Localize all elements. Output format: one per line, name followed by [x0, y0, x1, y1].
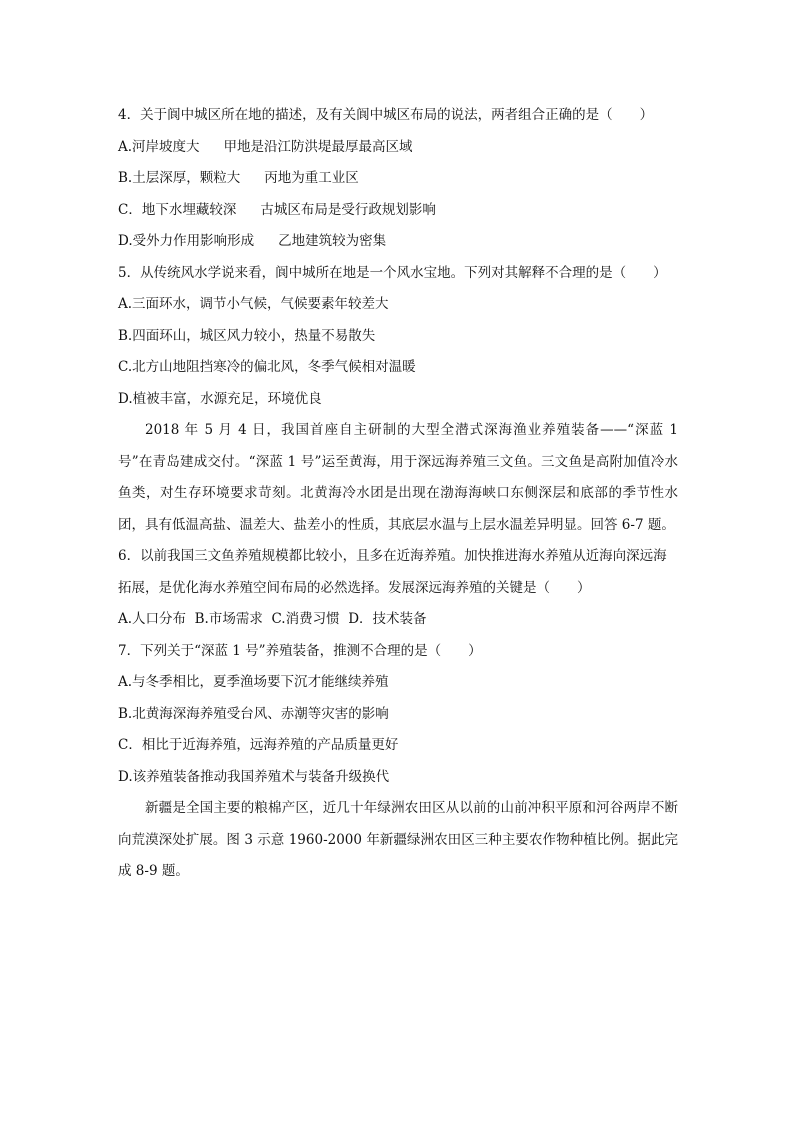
- question-4: [118, 100, 678, 258]
- question-5: [118, 258, 678, 416]
- question-4-option-b: [118, 163, 678, 195]
- question-7-stem: 7．下列关于“深蓝 1 号”养殖装备，推测不合理的是（ ）: [118, 642, 482, 659]
- passage-xinjiang: 新疆是全国主要的粮棉产区，近几十年绿洲农田区从以前的山前冲积平原和河谷两岸不断向荒漠深处扩展。图 3 示意 1960-2000 年新疆绿洲农田区三种主要农作物种植比例。据此完成 8-9 题。: [118, 800, 678, 879]
- question-6-options: [118, 604, 678, 636]
- option-d-part1: D.受外力作用影响形成: [118, 233, 255, 249]
- option-a-part2: 甲地是沿江防洪堤最厚最高区域: [223, 138, 413, 155]
- option-b-part1: B.土层深厚，颗粒大: [118, 170, 241, 186]
- question-5-option-a: A.三面环水，调节小气候，气候要素年较差大: [118, 296, 389, 312]
- question-7-option-b: B.北黄海深海养殖受台风、赤潮等灾害的影响: [118, 705, 389, 722]
- question-4-option-a: [118, 132, 678, 164]
- question-7-option-c: C．相比于近海养殖，远海养殖的产品质量更好: [118, 737, 399, 753]
- option-a-part1: A.河岸坡度大: [118, 138, 200, 155]
- question-4-stem: 4．关于阆中城区所在地的描述，及有关阆中城区布局的说法，两者组合正确的是（ ）: [118, 107, 654, 123]
- question-4-option-d: [118, 226, 678, 258]
- exam-page: [118, 100, 678, 888]
- question-7-option-d: D.该养殖装备推动我国养殖术与装备升级换代: [118, 768, 390, 785]
- passage-shenlan: 2018 年 5 月 4 日，我国首座自主研制的大型全潜式深海渔业养殖装备——“深蓝 1 号”在青岛建成交付。“深蓝 1 号”运至黄海，用于深远海养殖三文鱼。三文鱼是高附加值冷水鱼类，对生存环境要求苛刻。北黄海冷水团是出现在渤海海峡口东侧深层和底部的季节性水团，具有低温高盐、温差大、盐差小的性质，其底层水温与上层水温差异明显。回答 6-7 题。: [118, 422, 678, 533]
- question-6-option-a: A.人口分布: [118, 611, 187, 627]
- question-5-stem: 5．从传统风水学说来看，阆中城所在地是一个风水宝地。下列对其解释不合理的是（ ）: [118, 264, 667, 281]
- option-d-part2: 乙地建筑较为密集: [278, 233, 387, 249]
- question-5-option-d: D.植被丰富，水源充足，环境优良: [118, 390, 322, 407]
- option-c-part1: C．地下水埋藏较深: [118, 201, 237, 218]
- question-4-option-c: [118, 195, 678, 227]
- option-c-part2: 古城区布局是受行政规划影响: [260, 201, 436, 218]
- option-b-part2: 丙地为重工业区: [264, 170, 359, 186]
- question-6-stem: 6．以前我国三文鱼养殖规模都比较小，且多在近海养殖。加快推进海水养殖从近海向深远海拓展，是优化海水养殖空间布局的必然选择。发展深远海养殖的关键是（ ）: [118, 548, 667, 596]
- question-5-option-b: B.四面环山，城区风力较小，热量不易散失: [118, 327, 376, 344]
- question-6: [118, 541, 678, 636]
- question-7: [118, 636, 678, 794]
- question-6-option-b: B.市场需求: [194, 611, 263, 627]
- question-5-option-c: C.北方山地阻挡寒冷的偏北风，冬季气候相对温暖: [118, 359, 416, 375]
- question-6-option-c: C.消费习惯: [271, 611, 340, 627]
- question-7-option-a: A.与冬季相比，夏季渔场要下沉才能继续养殖: [118, 674, 389, 690]
- question-6-option-d: D．技术装备: [348, 611, 427, 627]
